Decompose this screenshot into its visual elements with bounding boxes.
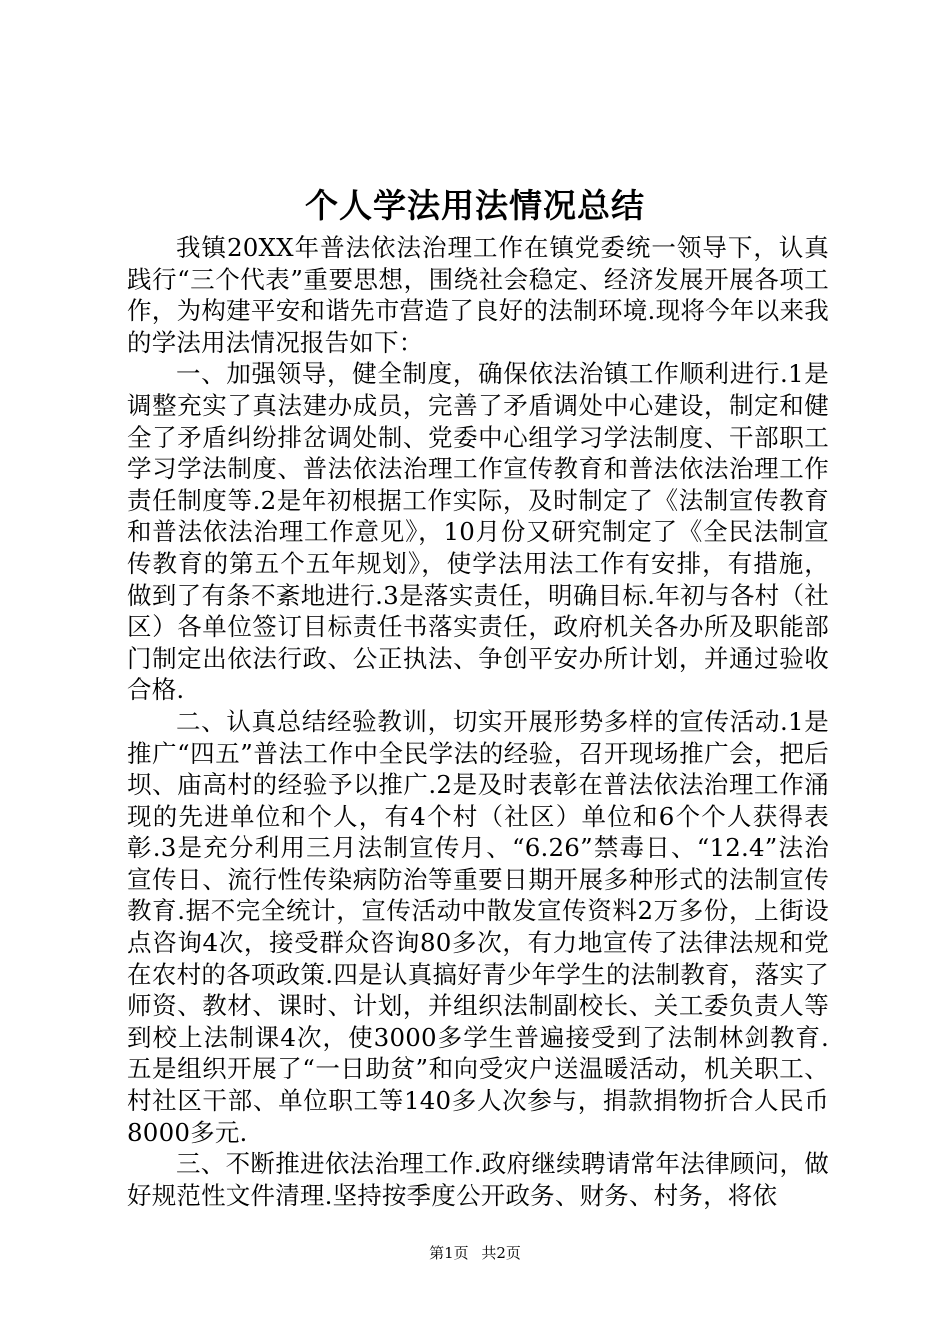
document-body — [127, 232, 829, 1211]
paragraph-intro: 我镇20XX年普法依法治理工作在镇党委统一领导下，认真践行“三个代表”重要思想，围绕社会稳定、经济发展开展各项工作，为构建平安和谐先市营造了良好的法制环境.现将今年以来我的学法用法情况报告如下： — [127, 233, 829, 357]
page-footer — [0, 1243, 950, 1263]
paragraph-section-three: 三、不断推进依法治理工作.政府继续聘请常年法律顾问，做好规范性文件清理.坚持按季度公开政务、财务、村务，将依 — [127, 1149, 829, 1210]
paragraph-section-two: 二、认真总结经验教训，切实开展形势多样的宣传活动.1是推广“四五”普法工作中全民学法的经验，召开现场推广会，把后坝、庙高村的经验予以推广.2是及时表彰在普法依法治理工作涌现的先进单位和个人，有4个村（社区）单位和6个个人获得表彰.3是充分利用三月法制宣传月、“6.26”禁毒日、“12.4”法治宣传日、流行性传染病防治等重要日期开展多种形式的法制宣传教育.据不完全统计，宣传活动中散发宣传资料2万多份，上街设点咨询4次，接受群众咨询80多次，有力地宣传了法律法规和党在农村的各项政策.四是认真搞好青少年学生的法制教育，落实了师资、教材、课时、计划，并组织法制副校长、关工委负责人等到校上法制课4次，使3000多学生普遍接受到了法制林剑教育.五是组织开展了“一日助贫”和向受灾户送温暖活动，机关职工、村社区干部、单位职工等140多人次参与，捐款捐物折合人民币8000多元. — [127, 706, 829, 1147]
page-total: 共2页 — [481, 1244, 521, 1262]
page-number: 第1页 — [429, 1244, 469, 1262]
paragraph-section-one: 一、加强领导，健全制度，确保依法治镇工作顺利进行.1是调整充实了真法建办成员，完善了矛盾调处中心建设，制定和健全了矛盾纠纷排岔调处制、党委中心组学习学法制度、干部职工学习学法制度、普法依法治理工作宣传教育和普法依法治理工作责任制度等.2是年初根据工作实际，及时制定了《法制宣传教育和普法依法治理工作意见》，10月份又研究制定了《全民法制宣传教育的第五个五年规划》，使学法用法工作有安排，有措施，做到了有条不紊地进行.3是落实责任，明确目标.年初与各村（社区）各单位签订目标责任书落实责任，政府机关各办所及职能部门制定出依法行政、公正执法、争创平安办所计划，并通过验收合格. — [127, 359, 829, 705]
document-title: 个人学法用法情况总结 — [305, 186, 645, 225]
